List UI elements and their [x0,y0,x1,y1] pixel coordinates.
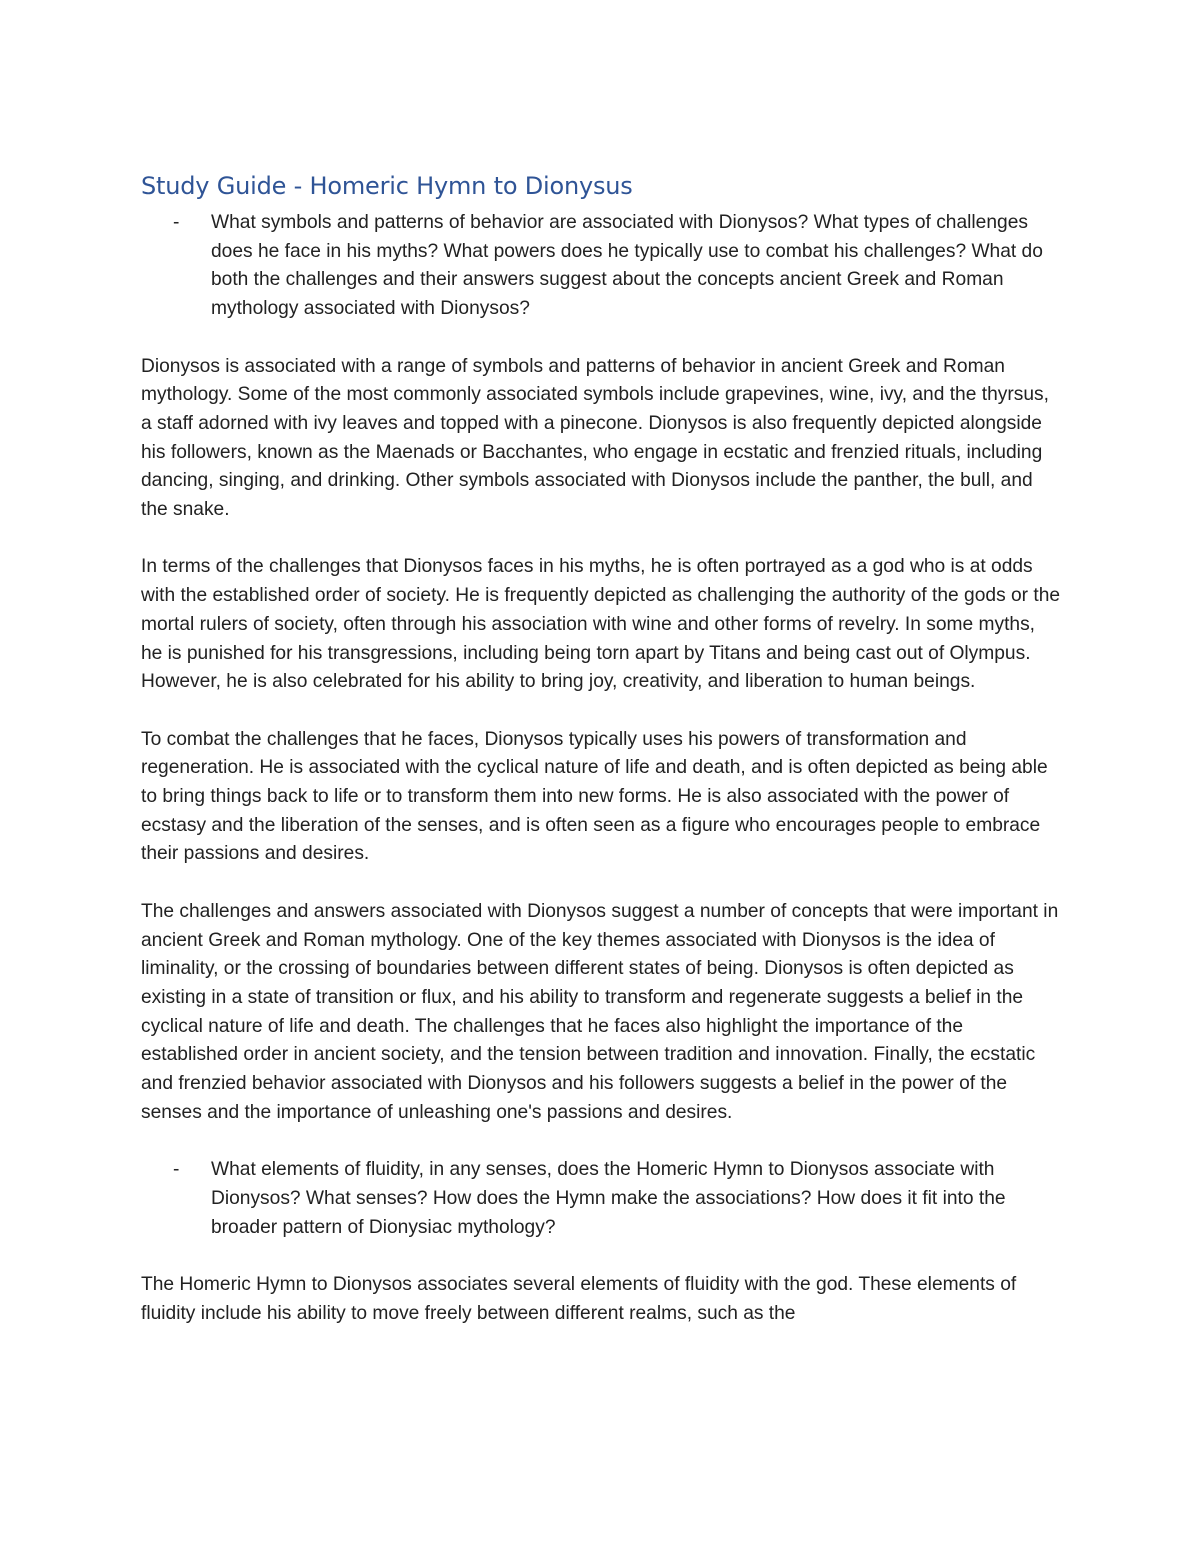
question-1 [141,209,1061,324]
question-text: What elements of fluidity, in any senses, does the Homeric Hymn to Dionysos associate with Dionysos? What senses? How does the Hymn make the associations? How does it fit into the broader pattern of Dionysiac mythology? [211,1159,1006,1238]
answer-paragraph-3: To combat the challenges that he faces, Dionysos typically uses his powers of transformation and regeneration. He is associated with the cyclical nature of life and death, and is often depicted as being able to bring things back to life or to transform them into new forms. He is also associated with the power of ecstasy and the liberation of the senses, and is often seen as a figure who encourages people to embrace their passions and desires. [141,728,1048,865]
answer-paragraph-1: Dionysos is associated with a range of symbols and patterns of behavior in ancient Greek and Roman mythology. Some of the most commonly associated symbols include grapevines, wine, ivy, and the thyrsus, a staff adorned with ivy leaves and topped with a pinecone. Dionysos is also frequently depicted alongside his followers, known as the Maenads or Bacchantes, who engage in ecstatic and frenzied rituals, including dancing, singing, and drinking. Other symbols associated with Dionysos include the panther, the bull, and the snake. [141,355,1049,521]
document-title: Study Guide - Homeric Hymn to Dionysus [141,172,633,200]
answer-paragraph-2: In terms of the challenges that Dionysos faces in his myths, he is often portrayed as a god who is at odds with the established order of society. He is frequently depicted as challenging the authority of the gods or the mortal rulers of society, often through his association with wine and other forms of revelry. In some myths, he is punished for his transgressions, including being torn apart by Titans and being cast out of Olympus. However, he is also celebrated for his ability to bring joy, creativity, and liberation to human beings. [141,556,1061,693]
answer-paragraph-5: The Homeric Hymn to Dionysos associates several elements of fluidity with the god. These elements of fluidity include his ability to move freely between different realms, such as the [141,1273,1017,1324]
question-2 [141,1156,1061,1242]
question-marker: - [173,1159,180,1181]
question-text: What symbols and patterns of behavior are associated with Dionysos? What types of challenges does he face in his myths? What powers does he typically use to combat his challenges? What do both the challenges and their answers suggest about the concepts ancient Greek and Roman mythology associated with Dionysos? [211,212,1043,320]
document-page [141,168,1061,1328]
question-marker: - [173,212,180,233]
answer-paragraph-4: The challenges and answers associated with Dionysos suggest a number of concepts that were important in ancient Greek and Roman mythology. One of the key themes associated with Dionysos is the idea of liminality, or the crossing of boundaries between different states of being. Dionysos is often depicted as existing in a state of transition or flux, and his ability to transform and regenerate suggests a belief in the cyclical nature of life and death. The challenges that he faces also highlight the importance of the established order in ancient society, and the tension between tradition and innovation. Finally, the ecstatic and frenzied behavior associated with Dionysos and his followers suggests a belief in the power of the senses and the importance of unleashing one's passions and desires. [141,900,1059,1123]
